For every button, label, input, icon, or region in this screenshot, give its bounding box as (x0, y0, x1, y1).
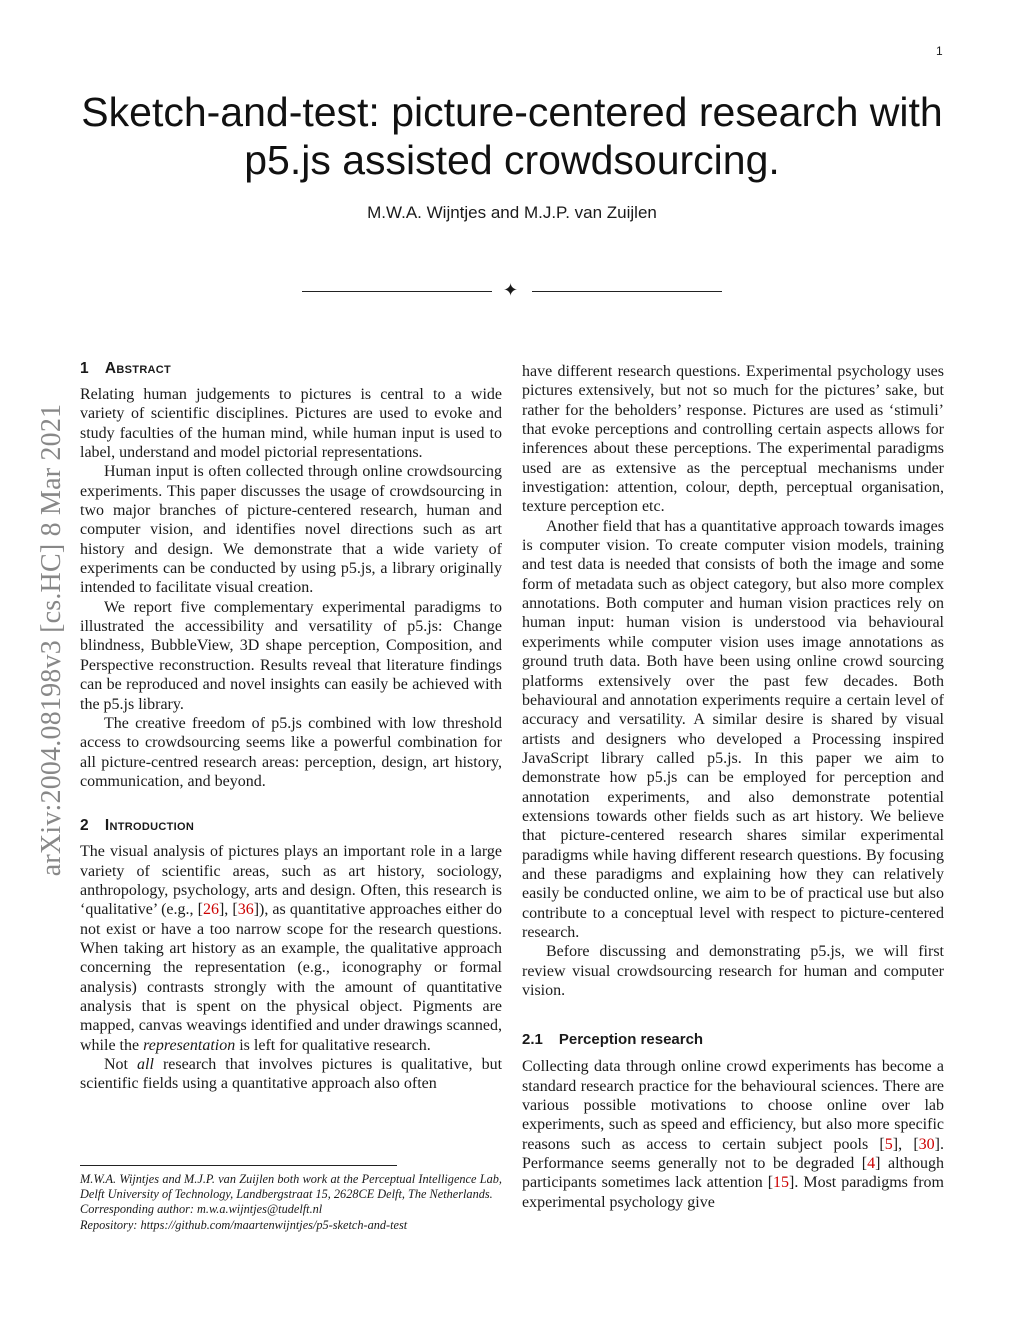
divider-right (532, 291, 722, 292)
footnote-rule (80, 1165, 397, 1166)
citation-link[interactable]: 4 (867, 1155, 876, 1173)
section-heading-introduction (80, 817, 502, 835)
text: is left for qualitative research. (235, 1036, 431, 1054)
footnote (80, 1172, 502, 1233)
section-number: 1 (80, 360, 89, 377)
left-column (80, 360, 502, 1094)
section-heading-abstract (80, 360, 502, 378)
perception-body (522, 1057, 944, 1212)
paragraph (80, 714, 502, 791)
citation-link[interactable]: 15 (773, 1174, 790, 1192)
text: We report five complementary experimental paradigms to illustrated the accessibility and versatility of p5.js: Change blindness, BubbleView, 3D shape perception, Composition, and Perspective reconstruction. Results reveal that literature findings can be reproduced and novel insights can easily be achieved with the p5.js library. (80, 598, 502, 713)
section-title: Perception research (558, 1031, 704, 1049)
text: ]. Performance seems generally not to be degraded [ (522, 1135, 944, 1173)
section-number: 2.1 (522, 1031, 543, 1049)
paragraph (80, 462, 502, 597)
paragraph (522, 942, 944, 1000)
paragraph (80, 1055, 502, 1094)
section-number: 2 (80, 817, 89, 835)
text: Human input is often collected through online crowdsourcing experiments. This paper discusses the usage of crowdsourcing in two major branches of picture-centered research, human and computer vision, and identifies novel directions such as art history and design. We demonstrate that a wide variety of experiments can be conducted by using p5.js, a library originally intended to facilitate visual creation. (80, 463, 502, 597)
paragraph (80, 598, 502, 714)
page-number: 1 (936, 44, 943, 58)
text: Before discussing and demonstrating p5.js, we will first review visual crowdsourcing research for human and computer vision. (522, 943, 944, 999)
text: Relating human judgements to pictures is central to a wide variety of scientific disciplines. Pictures are used to evoke and study faculties of the human mind, while human input is used to label, understand and model pictorial representations. (80, 386, 502, 462)
right-column (522, 362, 944, 1212)
divider-star-icon: ✦ (503, 280, 519, 301)
text: The visual analysis of pictures plays an important role in a large variety of scientific areas, such as art history, sociology, anthropology, psychology, arts and design. Often, this research is ‘qualitative’ (e.g., [ (80, 843, 502, 919)
paper-title (0, 88, 1024, 184)
divider-left (302, 291, 492, 292)
text: research that involves pictures is qualitative, but scientific fields using a quantitative approach also often (80, 1056, 503, 1093)
text: Collecting data through online crowd experiments has become a standard research practice for the behavioural sciences. There are various possible motivations to choose online over lab experiments, such as speed and efficiency, but also more specific reasons such as access to certain subject pools [ (522, 1058, 944, 1153)
authors: M.W.A. Wijntjes and M.J.P. van Zuijlen (367, 203, 657, 222)
text: Not (104, 1056, 138, 1073)
text: ] although participants sometimes lack attention [ (522, 1155, 945, 1192)
paragraph (80, 842, 502, 1055)
introduction-continued (522, 362, 944, 1000)
citation-link[interactable]: 36 (237, 901, 254, 919)
introduction-body (80, 842, 502, 1093)
abstract-body (80, 385, 502, 791)
title-line-1: Sketch-and-test: picture-centered research with (81, 89, 943, 135)
citation-link[interactable]: 30 (918, 1135, 935, 1153)
footnote-repository-link[interactable]: Repository: https://github.com/maartenwijntjes/p5-sketch-and-test (80, 1217, 408, 1232)
paragraph (522, 517, 944, 943)
citation-link[interactable]: 26 (202, 901, 219, 919)
paragraph (522, 1057, 944, 1212)
footnote-corresponding-author: Corresponding author: m.w.a.wijntjes@tudelft.nl (80, 1202, 323, 1217)
section-title: Introduction (104, 817, 195, 835)
text: ]), as quantitative approaches either do not exist or have a too narrow scope for the research questions. When taking art history as an example, the qualitative approach concerning the representation (e.g., iconography or formal analysis) contrasts strongly with the amount of quantitative analysis that is spent on the physical object. Pigments are mapped, canvas weavings identified and under drawings scanned, while the (80, 901, 503, 1054)
emphasis-text: representation (143, 1036, 236, 1054)
text: The creative freedom of p5.js combined with low threshold access to crowdsourcing seems like a powerful combination for all picture-centred research areas: perception, design, art history, communication, and beyond. (80, 714, 502, 790)
citation-link[interactable]: 5 (884, 1135, 893, 1153)
emphasis-text: all (137, 1056, 154, 1073)
text: Another field that has a quantitative approach towards images is computer vision. To create computer vision models, training and test data is needed that consists of both the image and some form of metadata such as object category, but also more complex annotations. Both computer and human vision practices rely on human input: human vision is understood via behavioural experiments while computer vision uses image annotations as ground truth data. Both have been using online crowd sourcing platforms extensively over the past few decades. Both behavioural and annotation experiments require a certain level of accuracy and versatility. A similar desire is shared by visual artists and designers who developed a Processing inspired JavaScript library called p5.js. In this paper we aim to demonstrate how p5.js can be employed for perception and annotation experiments, and also demonstrate potential extensions towards other fields such as art history. We believe that picture-centered research shares similar experimental paradigms while having different research questions. By focusing and these paradigms and explaining how they can relatively easily be conducted online, we aim to be of practical use but also contribute to a conceptual level with respect to picture-centered research. (522, 517, 944, 941)
paragraph (80, 385, 502, 462)
text: ]. Most paradigms from experimental psychology give (522, 1174, 944, 1211)
section-title: Abstract (104, 360, 172, 377)
text: ], [ (892, 1135, 919, 1153)
text: ], [ (218, 901, 238, 919)
arxiv-stamp: arXiv:2004.08198v3 [cs.HC] 8 Mar 2021 (36, 403, 67, 877)
text: have different research questions. Experimental psychology uses pictures extensively, but not so much for the pictures’ sake, but rather for the beholders’ response. Pictures are used as ‘stimuli’ that evoke perceptions and controlling certain aspects allows for inferences about these perceptions. The experimental paradigms used are as extensive as the perceptual mechanisms under investigation: attention, colour, depth, perceptual organisation, texture perception etc. (522, 363, 944, 516)
subsection-heading-perception (522, 1031, 944, 1048)
title-line-2: p5.js assisted crowdsourcing. (244, 137, 780, 183)
paragraph (522, 362, 944, 517)
footnote-affiliation: M.W.A. Wijntjes and M.J.P. van Zuijlen both work at the Perceptual Intelligence Lab, Delft University of Technology, Landbergstraat 15, 2628CE Delft, The Netherlands. (80, 1172, 502, 1202)
